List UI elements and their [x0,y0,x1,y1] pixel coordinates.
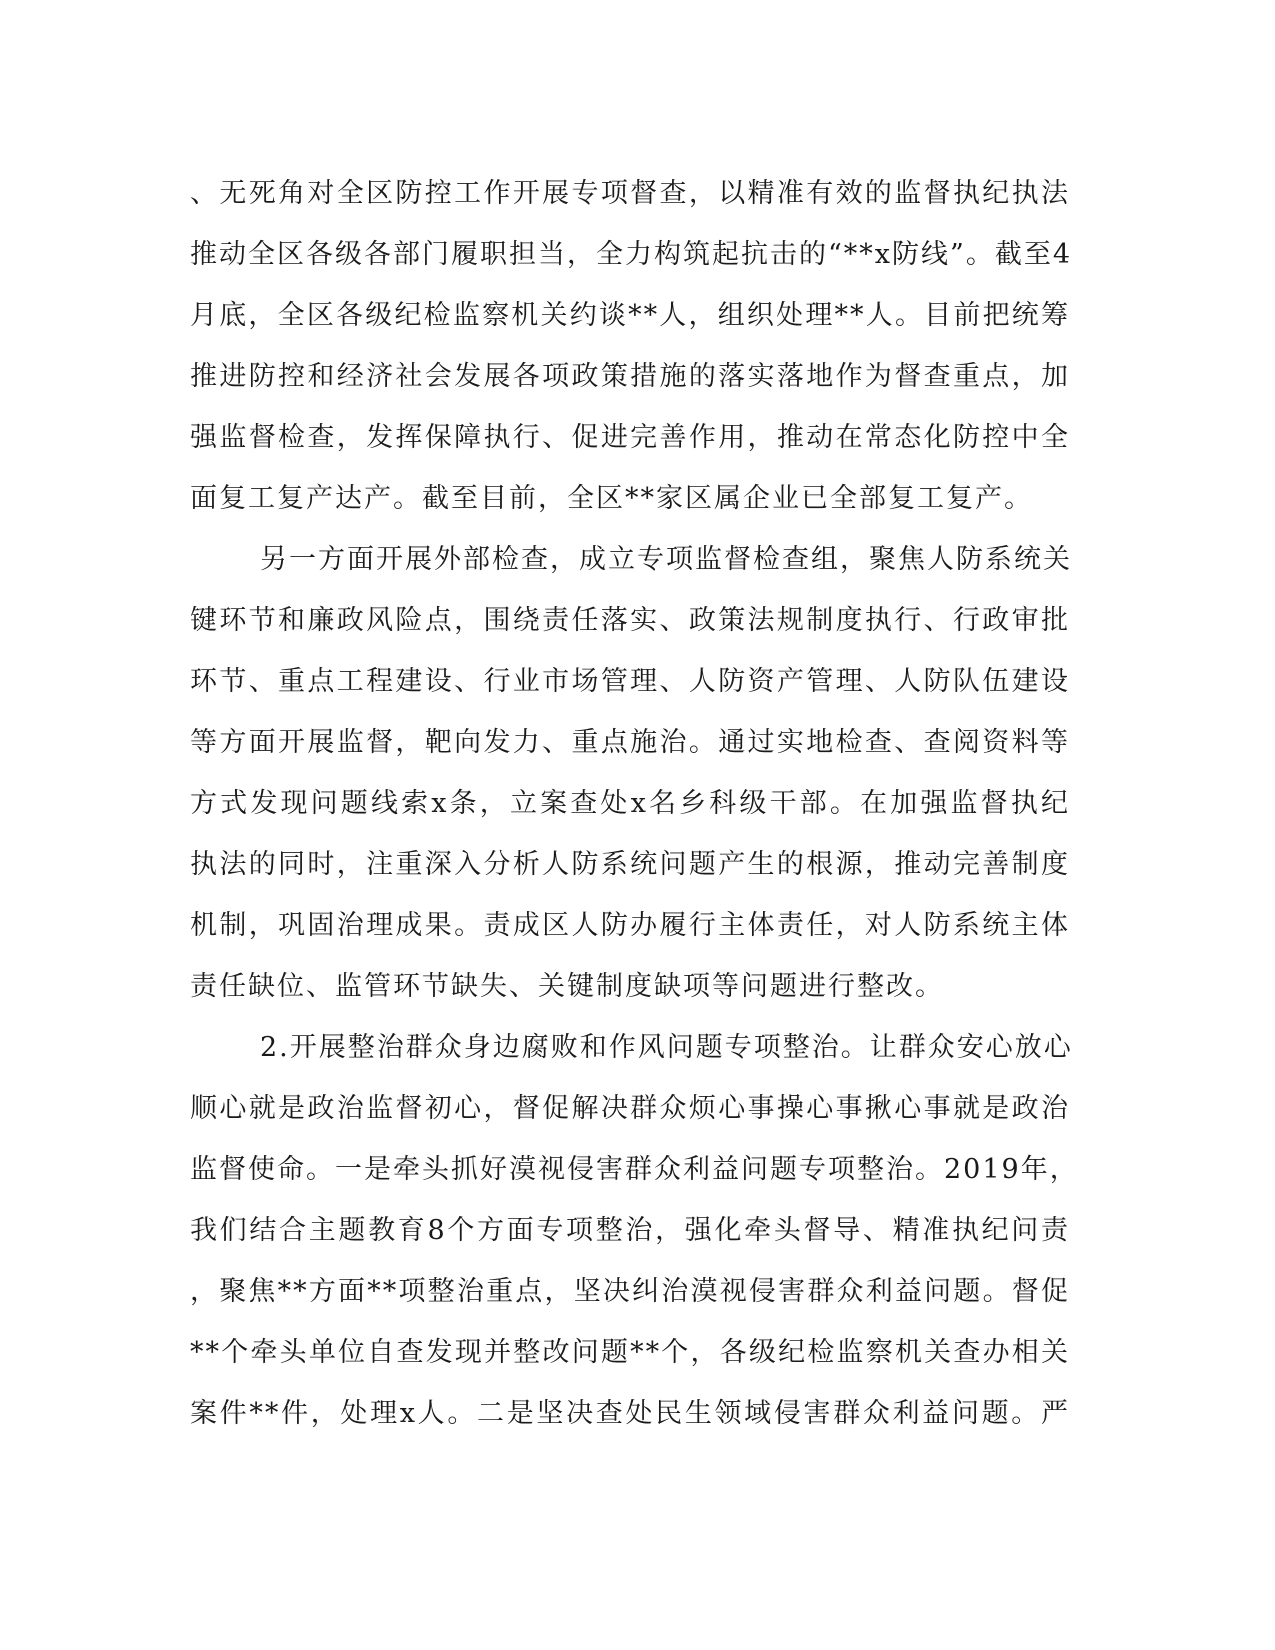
text-line: 、无死角对全区防控工作开展专项督查，以精准有效的监督执纪执法 [190,178,1070,209]
paragraph-3 [190,1017,1079,1444]
text-line: 2.开展整治群众身边腐败和作风问题专项整治。让群众安心放心 [260,1032,1073,1063]
text-line: 监督使命。一是牵头抓好漠视侵害群众利益问题专项整治。2019年， [190,1154,1079,1185]
text-line: 月底，全区各级纪检监察机关约谈**人，组织处理**人。目前把统筹 [190,300,1070,331]
text-line: 强监督检查，发挥保障执行、促进完善作用，推动在常态化防控中全 [190,422,1070,453]
text-line: 另一方面开展外部检查，成立专项监督检查组，聚焦人防系统关 [260,544,1072,575]
text-line: 面复工复产达产。截至目前，全区**家区属企业已全部复工复产。 [190,483,1033,514]
text-line: 推动全区各级各部门履职担当，全力构筑起抗击的“**x防线”。截至4 [190,239,1073,270]
text-line: **个牵头单位自查发现并整改问题**个，各级纪检监察机关查办相关 [190,1337,1070,1368]
text-line: 推进防控和经济社会发展各项政策措施的落实落地作为督查重点，加 [190,361,1070,392]
paragraph-2 [190,529,1070,1017]
text-line: 环节、重点工程建设、行业市场管理、人防资产管理、人防队伍建设 [190,666,1070,697]
text-line: 方式发现问题线索x条，立案查处x名乡科级干部。在加强监督执纪 [190,788,1070,819]
text-line: 执法的同时，注重深入分析人防系统问题产生的根源，推动完善制度 [190,849,1070,880]
text-line: 责任缺位、监管环节缺失、关键制度缺项等问题进行整改。 [190,971,944,1002]
text-line: 等方面开展监督，靶向发力、重点施治。通过实地检查、查阅资料等 [190,727,1070,758]
text-line: 我们结合主题教育8个方面专项整治，强化牵头督导、精准执纪问责 [190,1215,1070,1246]
text-line: 键环节和廉政风险点，围绕责任落实、政策法规制度执行、行政审批 [190,605,1070,636]
text-line: ，聚焦**方面**项整治重点，坚决纠治漠视侵害群众利益问题。督促 [190,1276,1070,1307]
document-body [190,163,1079,1444]
paragraph-1 [190,163,1073,529]
text-line: 顺心就是政治监督初心，督促解决群众烦心事操心事揪心事就是政治 [190,1093,1070,1124]
text-line: 案件**件，处理x人。二是坚决查处民生领域侵害群众利益问题。严 [190,1398,1070,1429]
text-line: 机制，巩固治理成果。责成区人防办履行主体责任，对人防系统主体 [190,910,1070,941]
